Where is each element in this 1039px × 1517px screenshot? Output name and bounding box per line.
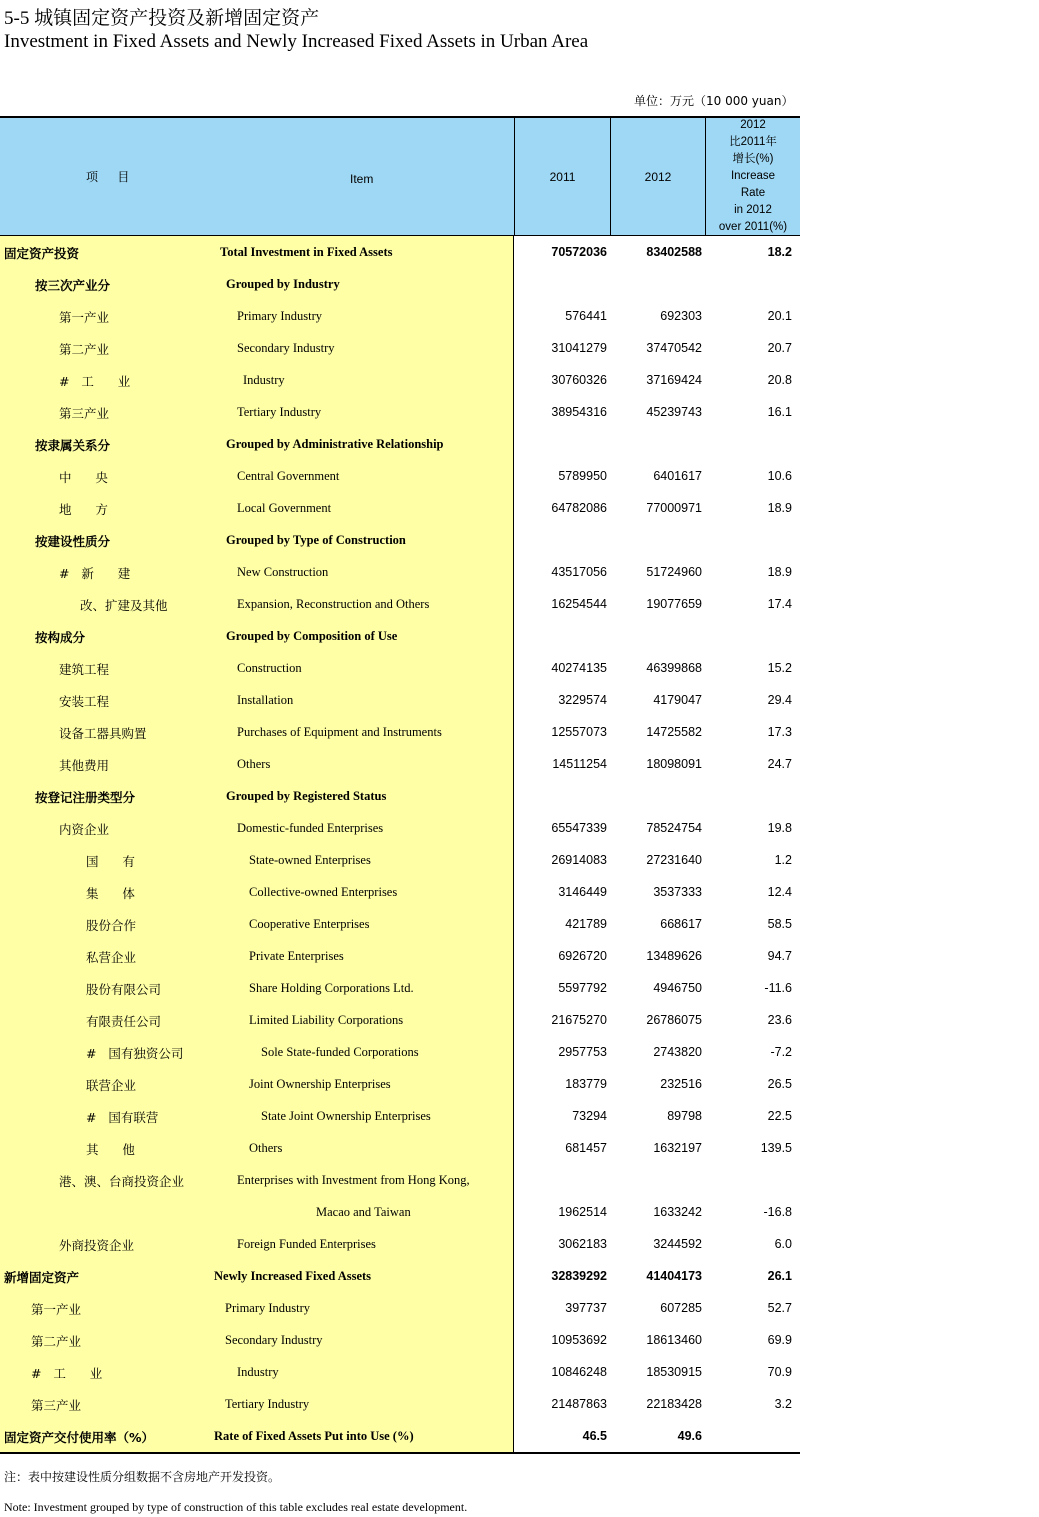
table-row xyxy=(0,876,800,908)
table-row xyxy=(0,1196,800,1228)
row-label-cell xyxy=(0,1292,514,1324)
row-label-cell xyxy=(0,460,514,492)
value-rate: 12.4 xyxy=(767,885,792,899)
value-rate: 10.6 xyxy=(767,469,792,483)
row-label-cell xyxy=(0,332,514,364)
value-2012: 26786075 xyxy=(646,1013,702,1027)
row-label-en: Grouped by Composition of Use xyxy=(226,629,398,643)
value-2012: 14725582 xyxy=(646,725,702,739)
row-label-cn: 其 他 xyxy=(86,1142,135,1157)
row-label-cn: 按构成分 xyxy=(35,630,86,645)
row-label-en: Industry xyxy=(237,1365,279,1379)
value-2012: 45239743 xyxy=(646,405,702,419)
row-label-cn: 安装工程 xyxy=(59,694,110,709)
row-label-cn: 股份合作 xyxy=(86,918,137,933)
value-2012: 13489626 xyxy=(646,949,702,963)
value-2012: 19077659 xyxy=(646,597,702,611)
value-2012: 78524754 xyxy=(646,821,702,835)
row-label-cn: 第一产业 xyxy=(31,1302,82,1317)
value-rate: 17.4 xyxy=(767,597,792,611)
value-rate: 18.9 xyxy=(767,565,792,579)
row-label-en: Rate of Fixed Assets Put into Use (%) xyxy=(214,1429,414,1443)
value-2012: 1632197 xyxy=(653,1141,702,1155)
row-label-cn: 固定资产投资 xyxy=(4,246,80,261)
table-row xyxy=(0,460,800,492)
row-label-en: Primary Industry xyxy=(237,309,323,323)
table-row xyxy=(0,780,800,812)
row-label-en: Share Holding Corporations Ltd. xyxy=(249,981,414,995)
value-2012: 2743820 xyxy=(653,1045,702,1059)
row-label-cn: 新增固定资产 xyxy=(4,1270,80,1285)
row-label-cell xyxy=(0,684,514,716)
value-2011: 16254544 xyxy=(551,597,607,611)
value-rate: 15.2 xyxy=(767,661,792,675)
table-row xyxy=(0,492,800,524)
row-label-cn: # 国有联营 xyxy=(86,1110,159,1125)
value-2012: 83402588 xyxy=(646,245,702,259)
row-label-cn: 外商投资企业 xyxy=(59,1238,135,1253)
table-row xyxy=(0,1228,800,1260)
table-row xyxy=(0,1324,800,1356)
value-2011: 576441 xyxy=(565,309,607,323)
value-2011: 32839292 xyxy=(551,1269,607,1283)
row-label-en: Total Investment in Fixed Assets xyxy=(220,245,393,259)
row-label-en: Private Enterprises xyxy=(249,949,344,963)
row-label-en: Local Government xyxy=(237,501,332,515)
value-2012: 6401617 xyxy=(653,469,702,483)
row-label-cn: # 工 业 xyxy=(31,1366,103,1381)
row-label-cell xyxy=(0,812,514,844)
table-row xyxy=(0,716,800,748)
table-row xyxy=(0,972,800,1004)
table-row xyxy=(0,1260,800,1292)
value-2012: 49.6 xyxy=(677,1429,702,1443)
row-label-cell xyxy=(0,716,514,748)
row-label-cell xyxy=(0,940,514,972)
value-2012: 22183428 xyxy=(646,1397,702,1411)
value-2011: 40274135 xyxy=(551,661,607,675)
table-row xyxy=(0,1356,800,1388)
value-2011: 2957753 xyxy=(558,1045,607,1059)
table-row xyxy=(0,1100,800,1132)
value-2012: 232516 xyxy=(660,1077,702,1091)
row-label-en: Newly Increased Fixed Assets xyxy=(214,1269,372,1283)
value-2011: 183779 xyxy=(565,1077,607,1091)
row-label-en: Tertiary Industry xyxy=(237,405,322,419)
table-row xyxy=(0,1132,800,1164)
row-label-cell xyxy=(0,1100,514,1132)
row-label-cell xyxy=(0,748,514,780)
row-label-en: Secondary Industry xyxy=(237,341,335,355)
row-label-cell xyxy=(0,556,514,588)
value-2011: 38954316 xyxy=(551,405,607,419)
row-label-cell xyxy=(0,844,514,876)
value-2012: 1633242 xyxy=(653,1205,702,1219)
value-2011: 14511254 xyxy=(552,757,607,771)
row-label-cn: 内资企业 xyxy=(59,822,110,837)
row-label-cell xyxy=(0,236,514,268)
table-body xyxy=(0,236,800,1454)
table-row xyxy=(0,332,800,364)
value-rate: -7.2 xyxy=(770,1045,792,1059)
row-label-en: Construction xyxy=(237,661,302,675)
row-label-en: Domestic-funded Enterprises xyxy=(237,821,384,835)
row-label-cn: 股份有限公司 xyxy=(86,982,162,997)
row-label-cn: 建筑工程 xyxy=(59,662,110,677)
row-label-cell xyxy=(0,1196,514,1228)
row-label-cell xyxy=(0,1068,514,1100)
value-2012: 607285 xyxy=(660,1301,702,1315)
row-label-en: Limited Liability Corporations xyxy=(249,1013,404,1027)
value-rate: 3.2 xyxy=(774,1397,792,1411)
row-label-cn: # 新 建 xyxy=(59,566,131,581)
value-rate: 29.4 xyxy=(767,693,792,707)
header-2011: 2011 xyxy=(514,118,610,235)
value-2011: 12557073 xyxy=(551,725,607,739)
row-label-en: Macao and Taiwan xyxy=(316,1205,411,1219)
value-2011: 5789950 xyxy=(558,469,607,483)
row-label-en: Grouped by Registered Status xyxy=(226,789,387,803)
value-2011: 681457 xyxy=(565,1141,607,1155)
row-label-cell xyxy=(0,524,514,556)
value-rate: 6.0 xyxy=(774,1237,792,1251)
table-row xyxy=(0,1004,800,1036)
value-rate: 22.5 xyxy=(767,1109,792,1123)
table-row xyxy=(0,844,800,876)
table-header xyxy=(0,116,800,236)
row-label-cell xyxy=(0,428,514,460)
value-rate: 20.1 xyxy=(767,309,792,323)
footnote-cn: 注：表中按建设性质分组数据不含房地产开发投资。 xyxy=(4,1470,281,1484)
value-2011: 31041279 xyxy=(551,341,607,355)
row-label-cn: 第三产业 xyxy=(31,1398,82,1413)
row-label-en: Grouped by Administrative Relationship xyxy=(226,437,444,451)
row-label-cell xyxy=(0,1324,514,1356)
value-rate: 70.9 xyxy=(767,1365,792,1379)
unit-label: 单位：万元（10 000 yuan） xyxy=(634,94,794,108)
row-label-cell xyxy=(0,908,514,940)
row-label-cell xyxy=(0,1228,514,1260)
row-label-cell xyxy=(0,1132,514,1164)
table-row xyxy=(0,364,800,396)
table-row xyxy=(0,908,800,940)
value-2011: 26914083 xyxy=(551,853,607,867)
row-label-cell xyxy=(0,1356,514,1388)
value-rate: 69.9 xyxy=(767,1333,792,1347)
value-2012: 18098091 xyxy=(646,757,702,771)
table-row xyxy=(0,940,800,972)
value-2011: 64782086 xyxy=(551,501,607,515)
table-row xyxy=(0,396,800,428)
row-label-cell xyxy=(0,268,514,300)
row-label-en: Foreign Funded Enterprises xyxy=(237,1237,376,1251)
table-row xyxy=(0,1164,800,1196)
row-label-cell xyxy=(0,1388,514,1420)
header-item-cn: 项 目 xyxy=(86,170,138,184)
row-label-cell xyxy=(0,1260,514,1292)
row-label-en: Grouped by Industry xyxy=(226,277,340,291)
table-row xyxy=(0,748,800,780)
value-2011: 3146449 xyxy=(558,885,607,899)
row-label-cn: 设备工器具购置 xyxy=(59,726,147,741)
row-label-en: Sole State-funded Corporations xyxy=(261,1045,419,1059)
table-row xyxy=(0,524,800,556)
footnote-en: Note: Investment grouped by type of construction of this table excludes real estate development. xyxy=(4,1500,468,1514)
row-label-cn: 其他费用 xyxy=(59,758,110,773)
row-label-cn: 中 央 xyxy=(59,470,108,485)
row-label-cell xyxy=(0,364,514,396)
value-rate: 24.7 xyxy=(767,757,792,771)
value-2012: 46399868 xyxy=(646,661,702,675)
row-label-cn: 第二产业 xyxy=(31,1334,82,1349)
row-label-en: Installation xyxy=(237,693,294,707)
row-label-en: New Construction xyxy=(237,565,329,579)
row-label-en: Others xyxy=(249,1141,283,1155)
value-2011: 46.5 xyxy=(582,1429,607,1443)
table-row xyxy=(0,1420,800,1452)
row-label-cn: 联营企业 xyxy=(86,1078,137,1093)
row-label-cn: 地 方 xyxy=(59,502,108,517)
value-rate: 23.6 xyxy=(767,1013,792,1027)
table-title-cn: 5-5 城镇固定资产投资及新增固定资产 xyxy=(4,8,320,29)
row-label-cn: 改、扩建及其他 xyxy=(80,598,168,613)
row-label-cn: 按三次产业分 xyxy=(35,278,111,293)
table-row xyxy=(0,1068,800,1100)
header-increase-rate: 2012 比2011年 增长(%) Increase Rate in 2012 over 2011(%) xyxy=(705,118,800,235)
row-label-en: Enterprises with Investment from Hong Kong, xyxy=(237,1173,470,1187)
value-rate: 139.5 xyxy=(760,1141,792,1155)
row-label-cn: # 工 业 xyxy=(59,374,131,389)
value-2012: 692303 xyxy=(660,309,702,323)
value-2012: 37169424 xyxy=(646,373,702,387)
table-row xyxy=(0,236,800,268)
row-label-cell xyxy=(0,780,514,812)
row-label-en: Cooperative Enterprises xyxy=(249,917,370,931)
row-label-en: Expansion, Reconstruction and Others xyxy=(237,597,430,611)
row-label-cell xyxy=(0,972,514,1004)
table-row xyxy=(0,428,800,460)
value-rate: 20.8 xyxy=(767,373,792,387)
value-2011: 10953692 xyxy=(551,1333,607,1347)
row-label-cell xyxy=(0,652,514,684)
value-2011: 5597792 xyxy=(558,981,607,995)
row-label-cn: 按登记注册类型分 xyxy=(35,790,136,805)
value-2012: 18613460 xyxy=(646,1333,702,1347)
value-2011: 65547339 xyxy=(551,821,607,835)
row-label-cell xyxy=(0,396,514,428)
row-label-cell xyxy=(0,492,514,524)
value-2011: 70572036 xyxy=(551,245,607,259)
table-row xyxy=(0,556,800,588)
table-title-en: Investment in Fixed Assets and Newly Increased Fixed Assets in Urban Area xyxy=(4,31,589,52)
value-rate: 26.1 xyxy=(767,1269,792,1283)
row-label-en: Secondary Industry xyxy=(225,1333,323,1347)
value-2012: 51724960 xyxy=(646,565,702,579)
table-row xyxy=(0,684,800,716)
table-row xyxy=(0,268,800,300)
row-label-cn: 按建设性质分 xyxy=(35,534,111,549)
value-2011: 421789 xyxy=(565,917,607,931)
row-label-cn: 港、澳、台商投资企业 xyxy=(59,1174,185,1189)
row-label-cn: 按隶属关系分 xyxy=(35,438,111,453)
table-row xyxy=(0,1036,800,1068)
row-label-cell xyxy=(0,300,514,332)
value-rate: 52.7 xyxy=(767,1301,792,1315)
value-2012: 4946750 xyxy=(653,981,702,995)
value-2011: 21487863 xyxy=(551,1397,607,1411)
value-2011: 3062183 xyxy=(558,1237,607,1251)
value-2011: 21675270 xyxy=(551,1013,607,1027)
value-2011: 10846248 xyxy=(551,1365,607,1379)
value-rate: 18.2 xyxy=(767,245,792,259)
row-label-en: State-owned Enterprises xyxy=(249,853,371,867)
value-2012: 41404173 xyxy=(646,1269,702,1283)
value-2011: 30760326 xyxy=(551,373,607,387)
value-2012: 3244592 xyxy=(653,1237,702,1251)
row-label-en: Collective-owned Enterprises xyxy=(249,885,398,899)
row-label-en: Purchases of Equipment and Instruments xyxy=(237,725,442,739)
row-label-en: Tertiary Industry xyxy=(225,1397,310,1411)
header-2012: 2012 xyxy=(610,118,705,235)
row-label-cn: 第三产业 xyxy=(59,406,110,421)
table-row xyxy=(0,1388,800,1420)
row-label-cell xyxy=(0,1036,514,1068)
value-rate: 16.1 xyxy=(767,405,792,419)
value-2011: 73294 xyxy=(572,1109,607,1123)
table-row xyxy=(0,588,800,620)
data-table xyxy=(0,116,800,1454)
value-2011: 6926720 xyxy=(558,949,607,963)
table-row xyxy=(0,620,800,652)
value-rate: 1.2 xyxy=(774,853,792,867)
value-rate: -11.6 xyxy=(764,981,792,995)
row-label-cell xyxy=(0,620,514,652)
value-2012: 668617 xyxy=(660,917,702,931)
value-rate: 58.5 xyxy=(767,917,792,931)
row-label-cn: 固定资产交付使用率（%） xyxy=(4,1430,155,1445)
table-row xyxy=(0,812,800,844)
value-rate: -16.8 xyxy=(763,1205,792,1219)
row-label-en: Joint Ownership Enterprises xyxy=(249,1077,391,1091)
row-label-cn: 有限责任公司 xyxy=(86,1014,162,1029)
value-2011: 3229574 xyxy=(558,693,607,707)
value-2012: 89798 xyxy=(667,1109,702,1123)
row-label-cn: 第二产业 xyxy=(59,342,110,357)
header-item-cell xyxy=(0,118,514,235)
row-label-en: Grouped by Type of Construction xyxy=(226,533,406,547)
value-rate: 18.9 xyxy=(767,501,792,515)
row-label-en: Others xyxy=(237,757,271,771)
value-2012: 37470542 xyxy=(646,341,702,355)
value-2012: 27231640 xyxy=(646,853,702,867)
row-label-cn: 私营企业 xyxy=(86,950,137,965)
value-2011: 43517056 xyxy=(551,565,607,579)
header-item-en: Item xyxy=(350,172,374,186)
value-2011: 1962514 xyxy=(558,1205,607,1219)
value-2012: 4179047 xyxy=(653,693,702,707)
value-rate: 20.7 xyxy=(767,341,792,355)
row-label-en: State Joint Ownership Enterprises xyxy=(261,1109,431,1123)
value-rate: 19.8 xyxy=(767,821,792,835)
value-2012: 18530915 xyxy=(646,1365,702,1379)
row-label-cell xyxy=(0,876,514,908)
row-label-cn: 第一产业 xyxy=(59,310,110,325)
table-row xyxy=(0,652,800,684)
value-2011: 397737 xyxy=(565,1301,607,1315)
table-row xyxy=(0,300,800,332)
value-rate: 94.7 xyxy=(767,949,792,963)
row-label-cell xyxy=(0,1004,514,1036)
row-label-cell xyxy=(0,588,514,620)
table-row xyxy=(0,1292,800,1324)
row-label-en: Industry xyxy=(243,373,285,387)
value-rate: 17.3 xyxy=(767,725,792,739)
row-label-en: Primary Industry xyxy=(225,1301,311,1315)
row-label-cn: # 国有独资公司 xyxy=(86,1046,184,1061)
value-rate: 26.5 xyxy=(767,1077,792,1091)
value-2012: 3537333 xyxy=(653,885,702,899)
row-label-cell xyxy=(0,1420,514,1452)
row-label-cell xyxy=(0,1164,514,1196)
row-label-cn: 国 有 xyxy=(86,854,135,869)
row-label-en: Central Government xyxy=(237,469,340,483)
row-label-cn: 集 体 xyxy=(86,886,135,901)
value-2012: 77000971 xyxy=(646,501,702,515)
